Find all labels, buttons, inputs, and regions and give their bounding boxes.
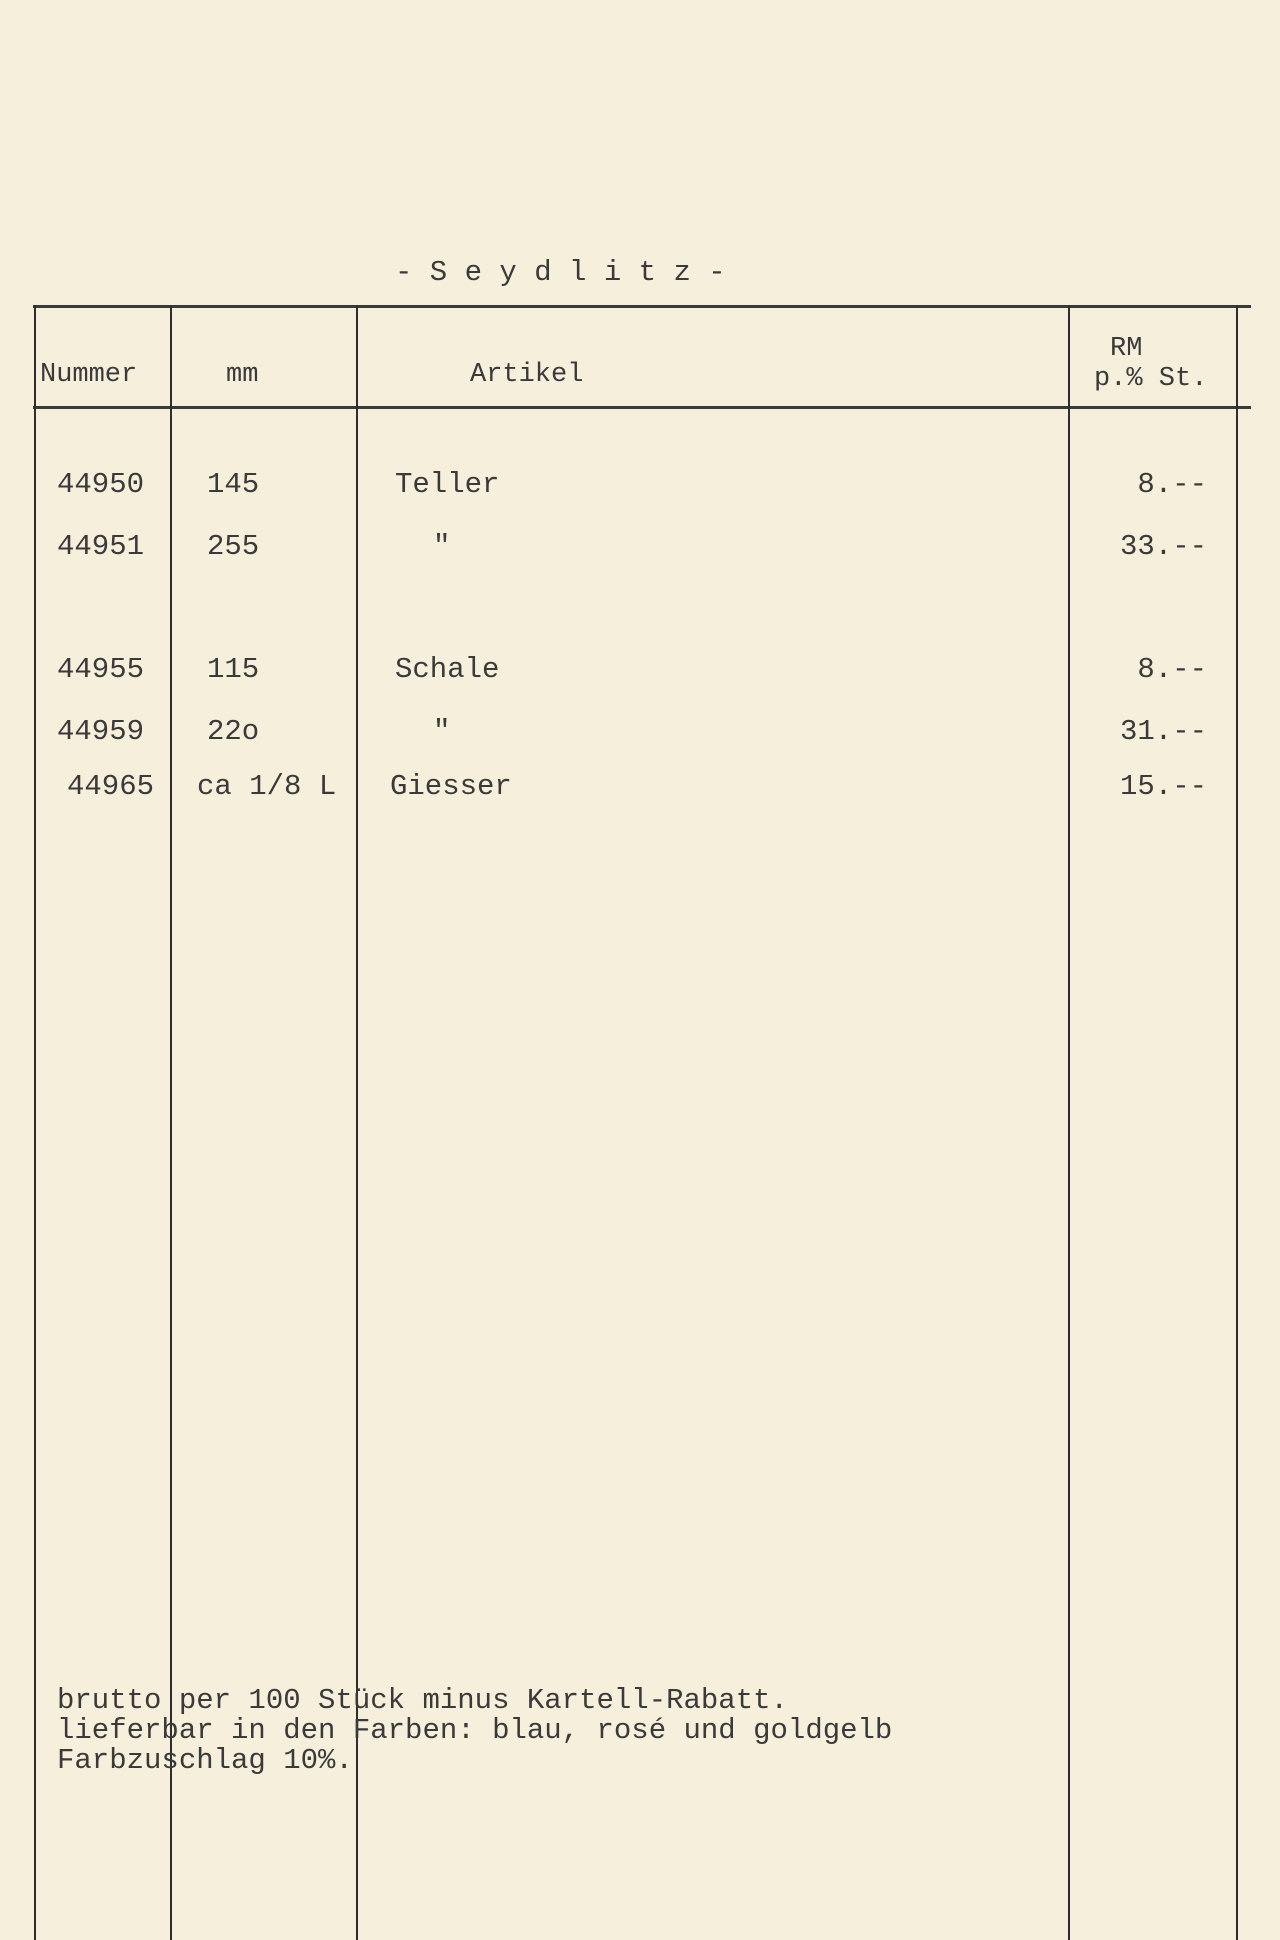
cell-price: 31.-- xyxy=(1119,715,1207,748)
cell-price: 8.-- xyxy=(1137,653,1207,686)
cell-artikel: Schale xyxy=(395,653,500,686)
footnote-line: lieferbar in den Farben: blau, rosé und goldgelb xyxy=(57,1714,893,1747)
cell-price: 33.-- xyxy=(1119,530,1207,563)
header-nummer: Nummer xyxy=(40,360,138,390)
cell-artikel: " xyxy=(433,530,451,563)
header-artikel: Artikel xyxy=(470,360,584,390)
footnote-line: brutto per 100 Stück minus Kartell-Rabatt. xyxy=(57,1684,788,1717)
footnote-line: Farbzuschlag 10%. xyxy=(57,1744,353,1777)
cell-mm: ca 1/8 L xyxy=(197,770,337,803)
header-price-currency: RM xyxy=(1110,334,1143,364)
cell-price: 8.-- xyxy=(1137,468,1207,501)
cell-mm: 255 xyxy=(207,530,260,563)
header-mm: mm xyxy=(226,360,259,390)
cell-artikel: Giesser xyxy=(390,770,512,803)
cell-nummer: 44965 xyxy=(67,770,155,803)
cell-nummer: 44950 xyxy=(57,468,145,501)
cell-artikel: " xyxy=(433,715,451,748)
cell-mm: 145 xyxy=(207,468,260,501)
cell-mm: 22o xyxy=(207,715,260,748)
column-divider xyxy=(1068,305,1070,1940)
document-title: - S e y d l i t z - xyxy=(395,256,726,289)
cell-mm: 115 xyxy=(207,653,260,686)
column-divider xyxy=(34,305,36,1940)
cell-nummer: 44951 xyxy=(57,530,145,563)
column-divider xyxy=(1236,305,1238,1940)
cell-artikel: Teller xyxy=(395,468,500,501)
cell-nummer: 44955 xyxy=(57,653,145,686)
cell-nummer: 44959 xyxy=(57,715,145,748)
header-price-unit: p.% St. xyxy=(1094,364,1208,394)
cell-price: 15.-- xyxy=(1119,770,1207,803)
